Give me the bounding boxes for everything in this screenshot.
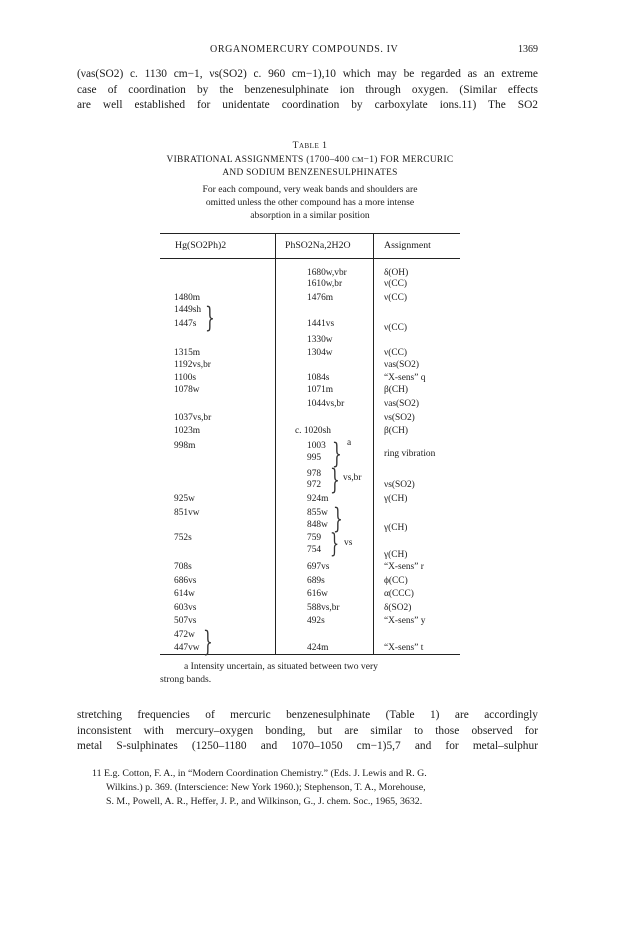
- table-cell-na: 995: [307, 453, 322, 463]
- table-number: Table 1: [292, 140, 328, 151]
- table-cell-na: 1330w: [307, 335, 333, 345]
- table-title-line: VIBRATIONAL ASSIGNMENTS (1700–400 cm−1) FOR MERCURIC: [166, 155, 454, 165]
- table-cell-as: νas(SO2): [384, 399, 419, 409]
- footnote-line: 11 E.g. Cotton, F. A., in “Modern Coordination Chemistry.” (Eds. J. Lewis and R. G.: [92, 768, 427, 779]
- table-cell-hg: 1037vs,br: [174, 413, 212, 423]
- footnote-line: S. M., Powell, A. R., Heffer, J. P., and Wilkinson, G., J. chem. Soc., 1965, 3632.: [106, 796, 423, 807]
- table-cell-na: 1071m: [307, 385, 334, 395]
- table-cell-as: δ(SO2): [384, 603, 412, 613]
- table-cell-hg: 1078w: [174, 385, 200, 395]
- table-cell-na: 754: [307, 545, 322, 555]
- table-cell-hg: 1192vs,br: [174, 360, 211, 370]
- table-cell-na: 848w: [307, 520, 328, 530]
- footnote-marker: a: [347, 438, 352, 448]
- grouping-brace: }: [333, 502, 343, 535]
- table-cell-as: α(CCC): [384, 589, 414, 599]
- table-cell-na: 978: [307, 469, 322, 479]
- grouping-brace: }: [330, 529, 340, 559]
- table-cell-hg: 1447s: [174, 319, 197, 329]
- table-cell-hg: 925w: [174, 494, 195, 504]
- text-line: are well established for unidentate coordination by carboxylate ions.11) The SO2: [77, 99, 538, 111]
- table-cell-na: c. 1020sh: [295, 426, 331, 436]
- table-cell-na: 1044vs,br: [307, 399, 345, 409]
- table-cell-as: γ(CH): [384, 550, 408, 560]
- table-cell-as: β(CH): [384, 426, 409, 436]
- table-title-line: AND SODIUM BENZENESULPHINATES: [222, 168, 398, 178]
- table-cell-na: 855w: [307, 508, 328, 518]
- table-cell-hg: 1100s: [174, 373, 197, 383]
- table-note-line: For each compound, very weak bands and shoulders are: [202, 184, 418, 195]
- intensity-label: vs: [344, 538, 353, 548]
- table-cell-as: ν(CC): [384, 279, 407, 289]
- table-footnote-line: strong bands.: [160, 674, 212, 685]
- grouping-brace: }: [205, 301, 215, 334]
- column-header-assignment: Assignment: [384, 240, 431, 251]
- table-cell-as: ν(CC): [384, 348, 407, 358]
- table-column-divider: [373, 233, 374, 654]
- table-title: [160, 154, 460, 180]
- text-line: case of coordination by the benzenesulphinate ion through oxygen. (Similar effects: [77, 83, 538, 96]
- table-header-rule: [160, 258, 460, 259]
- table-cell-as: ring vibration: [384, 449, 436, 459]
- table-column-divider: [275, 233, 276, 654]
- table-cell-hg: 507vs: [174, 616, 197, 626]
- table-cell-as: “X-sens” y: [384, 616, 426, 626]
- table-cell-as: δ(OH): [384, 268, 409, 278]
- table-cell-as: “X-sens” q: [384, 373, 426, 383]
- text-line: inconsistent with mercury–oxygen bonding, but are similar to those observed for: [77, 724, 538, 737]
- table-note: [160, 183, 460, 222]
- table-cell-hg: 447vw: [174, 643, 200, 653]
- table-cell-na: 1476m: [307, 293, 334, 303]
- table-cell-hg: 1480m: [174, 293, 201, 303]
- table-cell-as: γ(CH): [384, 494, 408, 504]
- table-cell-na: 1680w,vbr: [307, 268, 347, 278]
- table-cell-hg: 708s: [174, 562, 192, 572]
- table-cell-na: 1441vs: [307, 319, 335, 329]
- page-number: 1369: [518, 44, 538, 55]
- table-cell-na: 697vs: [307, 562, 330, 572]
- footnote-line: Wilkins.) p. 369. (Interscience: New York 1960.); Stephenson, T. A., Morehouse,: [106, 782, 426, 793]
- table-cell-as: ϕ(CC): [384, 576, 408, 586]
- footnote-11: [92, 767, 538, 809]
- table-cell-na: 1304w: [307, 348, 333, 358]
- table-cell-na: 972: [307, 480, 322, 490]
- text-line: metal S-sulphinates (1250–1180 and 1070–1050 cm−1)5,7 and for metal–sulphur: [77, 740, 538, 752]
- column-header-na: PhSO2Na,2H2O: [285, 240, 351, 251]
- table-cell-hg: 1023m: [174, 426, 201, 436]
- table-cell-na: 424m: [307, 643, 329, 653]
- table-cell-as: νas(SO2): [384, 360, 419, 370]
- table-cell-hg: 851vw: [174, 508, 200, 518]
- table-cell-na: 689s: [307, 576, 325, 586]
- text-line: stretching frequencies of mercuric benzenesulphinate (Table 1) are accordingly: [77, 709, 538, 721]
- table-cell-as: νs(SO2): [384, 480, 415, 490]
- table-cell-na: 759: [307, 533, 322, 543]
- table-cell-na: 616w: [307, 589, 328, 599]
- table-cell-hg: 1449sh: [174, 305, 202, 315]
- table-cell-na: 1610w,br: [307, 279, 343, 289]
- column-header-hg: Hg(SO2Ph)2: [175, 240, 227, 251]
- table-cell-na: 492s: [307, 616, 325, 626]
- table-note-line: absorption in a similar position: [250, 210, 370, 221]
- paragraph-intro: [77, 67, 538, 114]
- table-note-line: omitted unless the other compound has a more intense: [205, 197, 415, 208]
- text-line: (νas(SO2) c. 1130 cm−1, νs(SO2) c. 960 cm−1),10 which may be regarded as an extreme: [77, 68, 538, 80]
- table-cell-hg: 614w: [174, 589, 195, 599]
- table-cell-na: 1003: [307, 441, 326, 451]
- table-footnote: [160, 660, 460, 686]
- table-cell-hg: 686vs: [174, 576, 197, 586]
- table-cell-as: γ(CH): [384, 523, 408, 533]
- table-cell-na: 1084s: [307, 373, 330, 383]
- grouping-brace: }: [203, 625, 213, 658]
- paragraph-discussion: [77, 708, 538, 755]
- grouping-brace: }: [332, 437, 342, 470]
- table-cell-na: 924m: [307, 494, 329, 504]
- table-top-rule: [160, 233, 460, 234]
- table-cell-hg: 752s: [174, 533, 192, 543]
- table-cell-as: β(CH): [384, 385, 409, 395]
- table-cell-as: “X-sens” r: [384, 562, 424, 572]
- table-cell-na: 588vs,br: [307, 603, 340, 613]
- table-cell-hg: 603vs: [174, 603, 197, 613]
- table-footnote-line: a Intensity uncertain, as situated between two very: [184, 661, 378, 672]
- intensity-label: vs,br: [343, 473, 362, 483]
- page-header: [0, 44, 621, 58]
- table-cell-hg: 1315m: [174, 348, 201, 358]
- table-cell-as: νs(SO2): [384, 413, 415, 423]
- table-cell-as: ν(CC): [384, 293, 407, 303]
- running-head: ORGANOMERCURY COMPOUNDS. IV: [210, 44, 399, 55]
- table-cell-as: ν(CC): [384, 323, 407, 333]
- table-cell-hg: 472w: [174, 630, 195, 640]
- table-cell-hg: 998m: [174, 441, 196, 451]
- grouping-brace: }: [330, 463, 340, 496]
- table-cell-as: “X-sens” t: [384, 643, 424, 653]
